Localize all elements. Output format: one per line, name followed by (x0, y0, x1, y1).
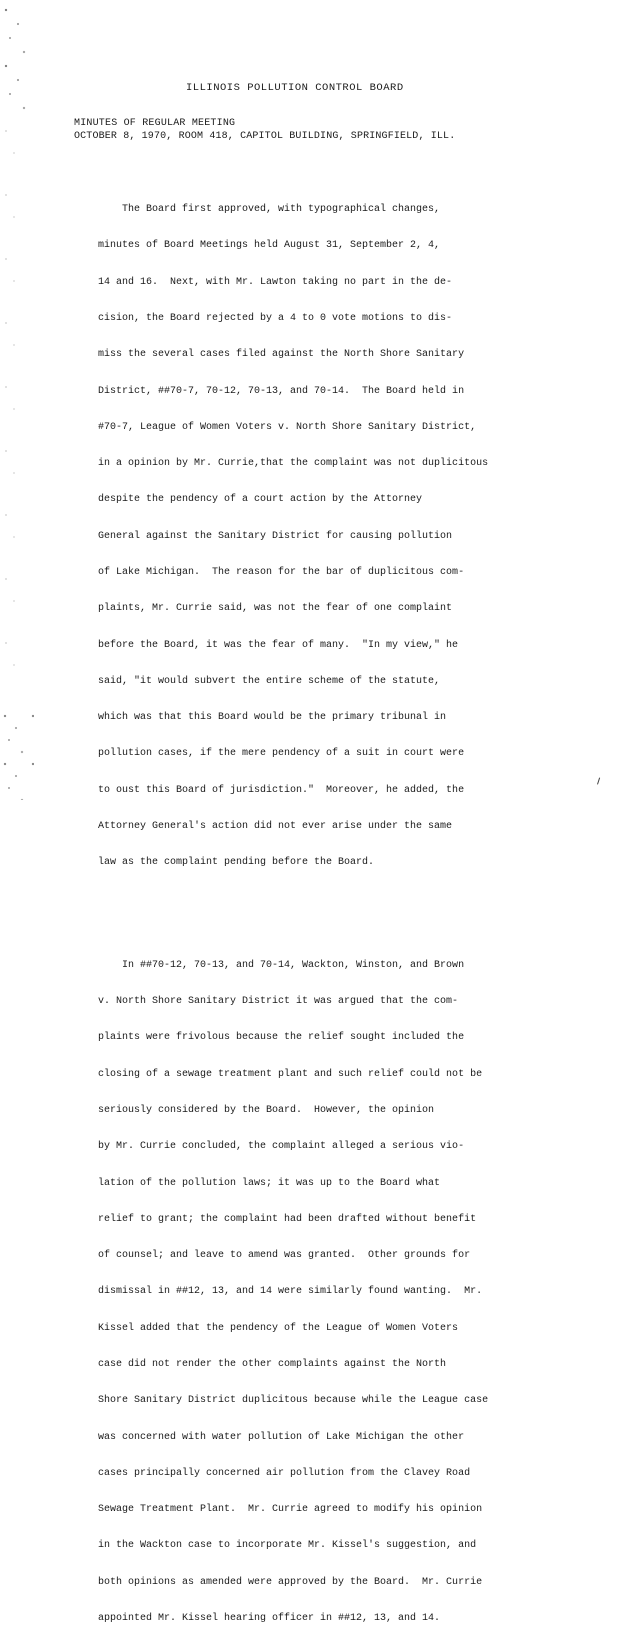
paragraph-2-line: Shore Sanitary District duplicitous because while the League case (74, 1395, 489, 1407)
paragraph-1-line: miss the several cases filed against the North Shore Sanitary (74, 349, 465, 361)
paragraph-1-line: law as the complaint pending before the Board. (74, 857, 375, 869)
paragraph-2-line: relief to grant; the complaint had been drafted without benefit (74, 1213, 477, 1225)
paragraph-1-line: The Board first approved, with typographical changes, (74, 204, 441, 216)
paragraph-1-line: in a opinion by Mr. Currie,that the complaint was not duplicitous (74, 458, 489, 470)
paragraph-2-line: of counsel; and leave to amend was granted. Other grounds for (74, 1250, 471, 1262)
paragraph-1-line: said, "it would subvert the entire scheme of the statute, (74, 675, 441, 687)
minutes-subtitle: OCTOBER 8, 1970, ROOM 418, CAPITOL BUILDING, SPRINGFIELD, ILL. (74, 131, 456, 142)
paragraph-1-line: cision, the Board rejected by a 4 to 0 vote motions to dis- (74, 313, 453, 325)
paragraph-1-line: which was that this Board would be the primary tribunal in (74, 712, 447, 724)
scan-edge-noise-top (0, 0, 34, 120)
paragraph-2-line: appointed Mr. Kissel hearing officer in ##12, 13, and 14. (74, 1612, 441, 1624)
scan-left-specks (2, 125, 22, 700)
paragraph-2-line: cases principally concerned air pollution from the Clavey Road (74, 1467, 471, 1479)
paragraph-1-line: District, ##70-7, 70-12, 70-13, and 70-14. The Board held in (74, 385, 465, 397)
paragraph-1-line: Attorney General's action did not ever arise under the same (74, 820, 453, 832)
paragraph-1-line: minutes of Board Meetings held August 31, September 2, 4, (74, 240, 441, 252)
paragraph-2-line: both opinions as amended were approved by the Board. Mr. Currie (74, 1576, 483, 1588)
paragraph-2-line: closing of a sewage treatment plant and such relief could not be (74, 1068, 483, 1080)
paragraph-1-line: General against the Sanitary District for causing pollution (74, 530, 453, 542)
paragraph-2-line: v. North Shore Sanitary District it was argued that the com- (74, 996, 459, 1008)
paragraph-gap (74, 906, 574, 924)
paragraph-2-line: Kissel added that the pendency of the League of Women Voters (74, 1322, 459, 1334)
document-heading: ILLINOIS POLLUTION CONTROL BOARD (186, 82, 404, 94)
paragraph-1-line: #70-7, League of Women Voters v. North Shore Sanitary District, (74, 421, 477, 433)
paragraph-2-line: seriously considered by the Board. However, the opinion (74, 1105, 435, 1117)
paragraph-2-line: dismissal in ##12, 13, and 14 were similarly found wanting. Mr. (74, 1286, 483, 1298)
paragraph-2-line: in the Wackton case to incorporate Mr. Kissel's suggestion, and (74, 1540, 477, 1552)
paragraph-1-line: plaints, Mr. Currie said, was not the fear of one complaint (74, 603, 453, 615)
paragraph-1-line: of Lake Michigan. The reason for the bar of duplicitous com- (74, 567, 465, 578)
paragraph-2-line: plaints were frivolous because the relief sought included the (74, 1032, 465, 1044)
page-corner-mark (597, 778, 603, 786)
paragraph-1-line: despite the pendency of a court action by the Attorney (74, 494, 423, 506)
paragraph-1-line: to oust this Board of jurisdiction." Moreover, he added, the (74, 784, 465, 796)
paragraph-2-line: by Mr. Currie concluded, the complaint alleged a serious vio- (74, 1141, 465, 1153)
paragraph-1-line: pollution cases, if the mere pendency of a suit in court were (74, 748, 465, 760)
paragraph-1-line: 14 and 16. Next, with Mr. Lawton taking no part in the de- (74, 276, 453, 288)
paragraph-2-line: Sewage Treatment Plant. Mr. Currie agreed to modify his opinion (74, 1504, 483, 1516)
document-body (74, 180, 574, 1649)
scan-edge-noise-bottom (0, 708, 34, 800)
minutes-title: MINUTES OF REGULAR MEETING (74, 118, 236, 129)
paragraph-2-line: In ##70-12, 70-13, and 70-14, Wackton, Winston, and Brown (74, 959, 465, 971)
paragraph-2-line: was concerned with water pollution of Lake Michigan the other (74, 1431, 465, 1443)
paragraph-2-line: case did not render the other complaints against the North (74, 1359, 447, 1370)
paragraph-1-line: before the Board, it was the fear of many. "In my view," he (74, 639, 459, 651)
paragraph-2-line: lation of the pollution laws; it was up to the Board what (74, 1177, 441, 1189)
